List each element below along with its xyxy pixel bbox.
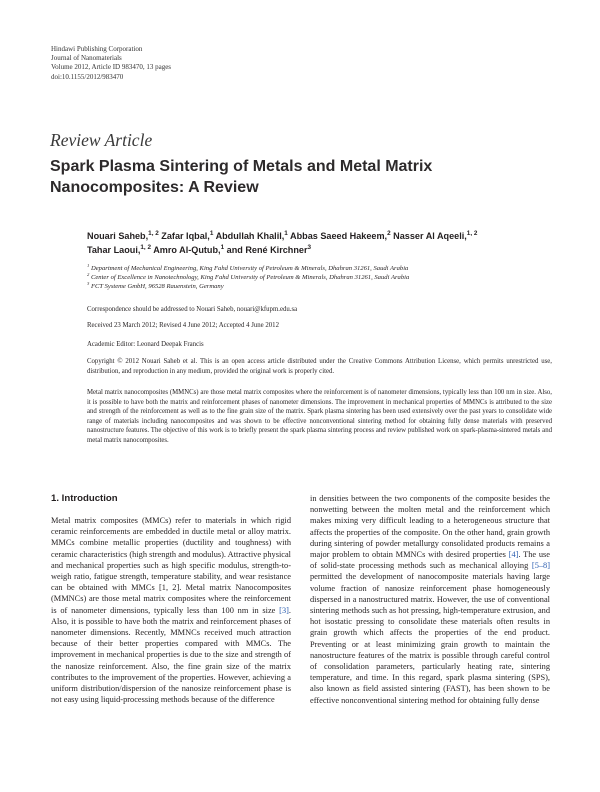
affiliations bbox=[87, 264, 557, 292]
author: Abdullah Khalil,$^1$ bbox=[215, 229, 288, 241]
author: Nasser Al Aqeeli,$^{1, 2}$ bbox=[393, 229, 478, 241]
author: Nouari Saheb,$^{1, 2}$ bbox=[87, 229, 159, 241]
publisher: Hindawi Publishing Corporation bbox=[51, 45, 143, 53]
doi: doi:10.1155/2012/983470 bbox=[51, 72, 124, 81]
abstract: Metal matrix nanocomposites (MMNCs) are those metal matrix composites where the reinforcement is of nanometer dimensions, typically less than 100 nm in size. Also, it is possible to have both the matrix and reinforcement phases of nanometer dimensions. The improvement in mechanical properties of MMNCs is attributed to the size and strength of the reinforcement as well as to the fine grain size of the matrix. Spark plasma sintering has been used extensively over the past years to consolidate wide range of materials including nanocomposites and was shown to be effective nonconventional sintering method for obtaining fully dense materials with preserved nanostructure features. The objective of this work is to briefly present the spark plasma sintering process and review published work on spark-plasma-sintered metals and metal matrix nanocomposites. bbox=[87, 389, 552, 444]
article-type: Review Article bbox=[50, 130, 153, 150]
citation-link[interactable]: [3] bbox=[279, 605, 289, 615]
citation-link[interactable]: [5–8] bbox=[531, 561, 550, 571]
body-column-left: Metal matrix composites (MMCs) refer to materials in which rigid ceramic reinforcements are embedded in ductile metal or alloy matrix. MMCs combine metallic properties (ductility and toughness) with ceramic characteristics (high strength and modulus). Attractive physical and mechanical properties such as high specific modulus, strength-to-weigh ratio, fatigue strength, temperature stability, and wear resistance can be obtained with MMCs [1, 2]. Metal matrix Nanocomposites (MMNCs) are those metal matrix composites where the reinforcement is of nanometer dimensions, typically less than 100 nm in size [3]. Also, it is possible to have both the matrix and reinforcement phases of nanometer dimensions. Recently, MMNCs received much attraction because of their better properties compared with MMCs. The improvement in mechanical properties is due to the size and strength of the nanosize reinforcement. Also, the fine grain size of the matrix contributes to the improvement of the properties. However, achieving a uniform distribution/dispersion of the nanosize reinforcement phase is not easy using liquid-processing methods because of the difference bbox=[51, 516, 291, 705]
author: Zafar Iqbal,$^1$ bbox=[161, 229, 214, 241]
citation-link[interactable]: [4] bbox=[508, 550, 519, 560]
affiliation: $^2$ Center of Excellence in Nanotechnology, King Fahd University of Petroleum & Minerals, Dhahran 31261, Saudi Arabia bbox=[87, 272, 410, 282]
article-dates: Received 23 March 2012; Revised 4 June 2012; Accepted 4 June 2012 bbox=[87, 322, 279, 329]
correspondence: Correspondence should be addressed to Nouari Saheb, nouari@kfupm.edu.sa bbox=[87, 306, 298, 313]
affiliation: $^1$ Department of Mechanical Engineering, King Fahd University of Petroleum & Minerals, Dhahran 31261, Saudi Arabia bbox=[87, 262, 409, 272]
author-list bbox=[87, 229, 567, 257]
journal-name: Journal of Nanomaterials bbox=[51, 54, 122, 63]
journal-header bbox=[51, 45, 171, 82]
author: Amro Al-Qutub,$^1$ bbox=[153, 243, 225, 255]
paper-title: Spark Plasma Sintering of Metals and Metal Matrix Nanocomposites: A Review bbox=[50, 158, 433, 196]
volume-info: Volume 2012, Article ID 983470, 13 pages bbox=[51, 63, 172, 72]
body-column-right: in densities between the two components of the composite besides the nonwetting between the molten metal and the reinforcement which makes mixing very difficult leading to a heterogeneous structure that affects the properties of the composite. On the other hand, grain growth during sintering of powder metallurgy consolidated products remains a major problem to obtain MMNCs with desired properties [4]. The use of solid-state processing methods such as mechanical alloying [5–8] permitted the development of nanocomposite materials having large volume fraction of nanosize reinforcement phase homogeneously dispersed in a nanostructured matrix. However, the use of conventional sintering methods such as hot pressing, high-temperature extrusion, and hot isostatic pressing to consolidate these materials often results in grain growth which affects the properties of the end product. Preventing or at least minimizing grain growth to maintain the nanostructure features of the matrix is possible through careful control of consolidation parameters, particularly heating rate, sintering temperature, and time. In this regard, spark plasma sintering (SPS), also known as field assisted sintering (FAST), has been shown to be effective nonconventional sintering method for obtaining fully dense bbox=[310, 494, 550, 705]
author: Abbas Saeed Hakeem,$^2$ bbox=[290, 229, 391, 241]
academic-editor: Academic Editor: Leonard Deepak Francis bbox=[87, 341, 204, 348]
author: and René Kirchner$^3$ bbox=[226, 243, 312, 255]
copyright-notice: Copyright © 2012 Nouari Saheb et al. This is an open access article distributed under the Creative Commons Attribution License, which permits unrestricted use, distribution, and reproduction in any medium, provided the original work is properly cited. bbox=[87, 358, 552, 375]
author: Tahar Laoui,$^{1, 2}$ bbox=[87, 243, 151, 255]
affiliation: $^3$ FCT Systeme GmbH, 96528 Rauenstein, Germany bbox=[87, 281, 224, 291]
section-heading: 1. Introduction bbox=[51, 493, 118, 504]
